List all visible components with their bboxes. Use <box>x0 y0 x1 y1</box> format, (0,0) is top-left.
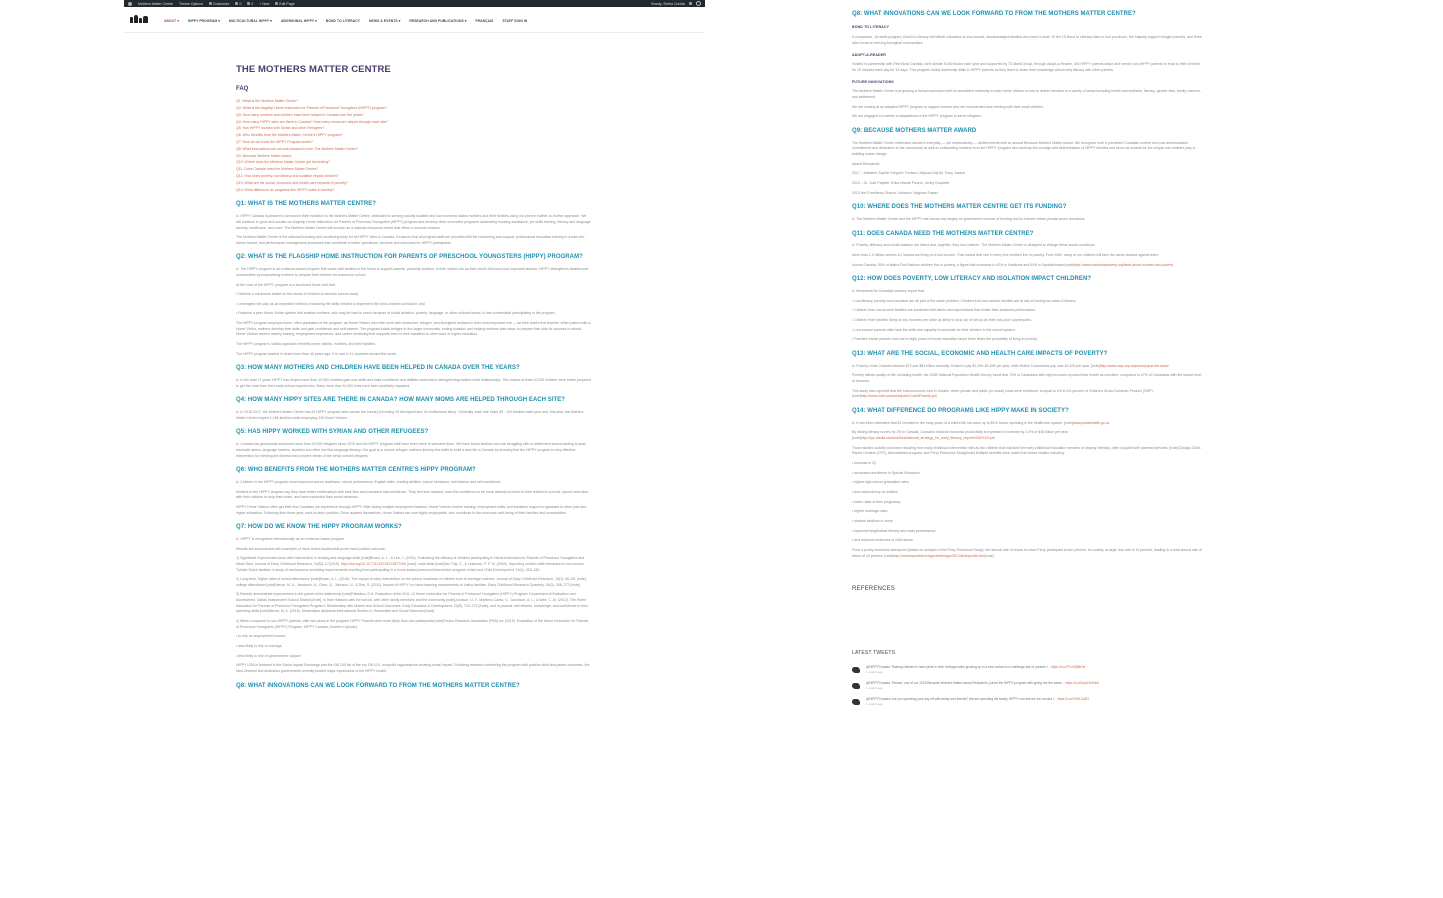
admin-customize[interactable]: Customize <box>209 2 230 6</box>
answer-paragraph: From a purely economic standpoint (based on analysis of the Perry Preschool Study), the annual rate of return for each Perry participant is four percent, for society at large, this rate is 12 percent, leading to a total annual rate of return of 16 percent. [note]http://minneapolisfed.org/pubs/fedgaz/03-03/earlychild.cfm[/note] <box>852 548 1202 558</box>
answer-paragraph: At the core of the HIPPY program is a structured home visit that: <box>236 282 336 287</box>
answer-paragraph: The HIPPY program started in Israel more than 40 years ago. It is now in 11 countries around the world. <box>236 351 397 356</box>
comment-icon <box>247 2 250 5</box>
answer-paragraph: The HIPPY program's holistic approach benefits home visitors, mothers, and their families. <box>236 342 376 347</box>
answer-paragraph: By raising literacy scores by 1% in Canada, Canada's national economic productivity is expected to increase by 2.5% or $48 billion per year. [note]http://xyz.media.ca/docs/files/national_strategy_for_early_literacy_report%282%29.pdf <box>852 430 1069 441</box>
reference-link[interactable]: http://www.cwp-csp.ca/poverty/just-the-facts/ <box>1099 363 1169 368</box>
faq-question-q2: Q2: WHAT IS THE FLAGSHIP HOME INSTRUCTION FOR PARENTS OF PRESCHOOL YOUNGSTERS (HIPPY) PROGRAM? <box>236 254 583 261</box>
admin-edit-page[interactable]: Edit Page <box>275 2 294 6</box>
tweet-date[interactable]: 1 month ago <box>866 685 883 690</box>
bullet-item: • lower rates of teen pregnancy <box>852 499 901 504</box>
site-header <box>124 7 705 33</box>
bullet-item: • higher high school graduation rates <box>852 480 909 485</box>
nav-item-bond-to-literacy[interactable]: BOND TO LITERACY <box>325 19 361 23</box>
answer-paragraph: Those studies solidify outcomes resulting from early childhood intervention with at-risk children that included five early childhood education services of varying intensity, often coupled with parental services: [note]Chicago Child-Parent Centers (CPC), Abecedarian program, and Perry Preschool Study[/note] Multiple benefits were noted from these studies including: <box>852 445 1201 456</box>
nav-item-hippy-program[interactable]: HIPPY PROGRAM ▾ <box>188 19 221 23</box>
continued-text <box>852 0 1204 3</box>
faq-question-q8: Q8: WHAT INNOVATIONS CAN WE LOOK FORWARD TO FROM THE MOTHERS MATTER CENTRE? <box>852 10 1136 17</box>
faq-question-q11: Q11: DOES CANADA NEED THE MOTHERS MATTER CENTRE? <box>852 230 1034 237</box>
bullet-item: • Leverages role-play as an important method of teaching the skills needed to implement the child-centred curriculum; and <box>236 301 425 306</box>
answer-paragraph: HIPPY USA is featured in the Social Impact Exchange and the S&I 100 list of the top 100 U.S. nonprofit organizations creating social impact. Following research confirming the program with positive child and parent outcomes, the New Zealand and Australian governments recently funded major expansions of the HIPPY model. <box>236 663 590 674</box>
answer-paragraph: More than 1.3 million women in Canada are living on a low income. That means that one in every five children live in poverty. From birth, many of our children will face the cards stacked against them. <box>852 253 1160 258</box>
answer-paragraph: Award Recipients: <box>852 161 881 166</box>
toc-link-q1[interactable]: Q1: What is the Mothers Matter Centre? <box>236 99 299 104</box>
nav-item-staff-sign-in[interactable]: STAFF SIGN IN <box>502 19 528 23</box>
toc-link-q9[interactable]: Q9: Because Mothers Matter Award <box>236 153 292 158</box>
answer-paragraph: We are engaged in a series of adaptations of the HIPPY program to serve refugees. <box>852 114 982 119</box>
admin-search-icon[interactable] <box>696 1 701 6</box>
answer-paragraph: A: The Mothers Matter Centre and the HIPPY site across rely largely on government sources of funding and to a lesser extent private sector donations. <box>852 217 1086 222</box>
answer-paragraph: We are looking at an adapted HIPPY program to support women who are incarcerated and residing with their small children. <box>852 104 1044 109</box>
bullet-item: • and reduced evidences of child abuse. <box>852 538 914 543</box>
answer-paragraph: Hosted in partnership with First Book Canada, we'll donate 5,000 books each year and supported by TD Bank Group, through Adopt-a-Reader, 300 HIPPY parents adopt and mentor non-HIPPY parents to read to their children for 15 minutes each day for 15 days. This program builds leadership skills in HIPPY parents as they learn to share their knowledge about early literacy with other parents. <box>852 62 1200 72</box>
answer-paragraph: The Mothers Matter Centre is proposing a formal curriculum with an accredited university to train Home Visitors in how to deliver services in a variety of areas including health and wellness, literacy, gender bias, family violence, and settlement. <box>852 89 1201 100</box>
answer-paragraph: 2) Long-term, higher rates of school attendance [note]Brown, A. L. (2016). The impact of early intervention on the school readiness of children born to teenage mothers. Journal of Early Childhood Research, 15(1), 80–95. [note], college attendance [note]Nievar, M. A., Jacobson, A., Chen, Q., Johnson, U., & Dier, S. (2011). Impact of HIPPY on home learning environments of Latino families. Early Childhood Research Quarterly, 26(3), 268–277.[/note] <box>236 577 587 587</box>
answer-paragraph: The HIPPY program employs moms, often graduates of the program, as Home Visitors who then work with newcomer, refugee, and Aboriginal mothers in their most important role — as their child's first teacher. When paired with a Home Visitor, mothers develop their skills and gain confidence and self-esteem. The program builds bridges to the larger community, ending isolation and helping mothers take steps to prepare their kids for success in school. Home Visitors receive weekly training, employment experience, and career mentoring that supports them in their transition to other work or higher education. <box>236 321 591 337</box>
admin-site-link[interactable]: Mothers Matter Centre <box>138 1 174 6</box>
bullet-item: • less likely to rely on savings; <box>236 644 283 649</box>
answer-paragraph: A: The HIPPY program is an evidence-based program that works with families in the home to support parents, primarily mothers, in their critical role as their child's first and most important teacher. HIPPY strengthens families and communities by empowering mothers to prepare their children for success in school. <box>236 267 589 277</box>
tweet-item <box>852 665 1204 674</box>
answer-paragraph: 1) Significant improvement soon after intervention in reading and language skills [note]Brown, A. L., & Lee, J. (2015). Evaluating the efficacy of children participating in Home Instruction for Parents of Preschool Youngsters and Head Start. Journal of Early Childhood Research, 14(8)1-17(2015). http://doi.org/10.1177/1476718X15577006 [note], math skills [note]Van Tuijl, C., & Leseman, P. P. M. (2004). Improving mother-child interaction in low-income Turkish-Dutch families: A study of mechanisms mediating improvements resulting from participating in a home-based preschool intervention program. Infant and Child Development, 13(4), 323–340. <box>236 556 585 572</box>
bullet-item: • less dependency on welfare <box>852 490 898 495</box>
tweet-link[interactable]: https://t.co/DpdVZmHnk <box>1065 681 1099 686</box>
answer-paragraph: A: HIPPY Canada is pleased to announce their transition to the Mothers Matter Centre, dedicated to serving socially isolated and low economic status mothers and their families using our proven mother-to-mother approach. We will continue to grow and sustain our flagship Home Instruction for Parents of Preschool Youngsters (HIPPY) program and develop other innovative programs addressing housing assistance, job skills training, literacy and language training, healthcare, and more. The Mothers Matter Centre will function as a national resources centre that offers a common mission. <box>236 214 591 230</box>
tweet-date[interactable]: 1 month ago <box>866 701 883 706</box>
award-recipient: 2016 – Dr. Julie Payette, Erika Infante Pizarro, Jenny Ouquette <box>852 181 950 186</box>
faq-question-q13: Q13: WHAT ARE THE SOCIAL, ECONOMIC AND HEALTH CARE IMPACTS OF POVERTY? <box>852 351 1108 358</box>
tweet-list <box>852 665 1204 706</box>
award-recipient: 2017 – Madame Sophie Grégoire Trudeau, Mayssa Haj Ali, Tracy Joseph <box>852 171 966 176</box>
tweet-text: @HIPPYCanada: Raising children to have pride in their heritage while growing up in a new culture is a challenge lots of parents f... <box>866 665 1051 670</box>
faq-question-q1: Q1: WHAT IS THE MOTHERS MATTER CENTRE? <box>236 201 377 208</box>
bullet-item: • Features a peer Home Visitor system that enables mothers, who may be hard to reach because of social isolation, poverty, language, or other cultural issues, to feel comfortable participating in the program. <box>236 311 556 316</box>
answer-paragraph: A: It has been estimated that $1 invested in the early years of a child's life can save up to $9 in future spending in the healthcare system. [note]www.publichealth.gc.ca <box>852 420 1110 425</box>
bullet-item: • Children from families living on low incomes are twice as likely to drop out of school as their non-poor counterparts. <box>852 318 1033 323</box>
answer-paragraph: This study also reported that the total economic cost in Ontario, when private and public (or social) costs were combined, is equal to 5.5 to 6.6 percent of Ontario's Gross Domestic Product (GDP). [note]http://www.oafb.ca/assets/pdfs/CostofPoverty.pdf <box>852 388 1154 399</box>
toc-link-q2[interactable]: Q2: What is the flagship Home Instruction for Parents of Preschool Youngsters (HIPPY) program? <box>236 105 388 110</box>
toc-link-q6[interactable]: Q6: Who benefits from the Mothers Matter Centre's HIPPY program? <box>236 133 343 138</box>
admin-new[interactable]: + New <box>259 1 270 6</box>
bullet-item: • less likely to rely on government support. <box>236 653 302 658</box>
answer-paragraph: The Mothers Matter Centre celebrates women's everyday — yet extraordinary — achievements with an annual Because Mothers Matter Award. We recognize both a prominent Canadian mother who has demonstrated commitment and dedication to her community as well as outstanding mothers from the HIPPY program who embody the courage and determination of HIPPY families and serve as models for the unique role mothers play in building social change. <box>852 140 1196 157</box>
admin-bar <box>124 0 705 7</box>
avatar[interactable] <box>689 2 692 5</box>
faq-toc <box>236 98 592 193</box>
faq-question-q9: Q9: BECAUSE MOTHERS MATTER AWARD <box>852 128 977 135</box>
bullet-item: • marked declines in crime <box>852 519 893 524</box>
latest-tweets-heading: LATEST TWEETS <box>852 650 896 657</box>
admin-howdy[interactable]: Howdy, Sheila Culotta <box>650 1 685 6</box>
toc-link-q13[interactable]: Q13: What are the social, economic and health care impacts of poverty? <box>236 180 348 185</box>
site-logo[interactable] <box>130 15 148 23</box>
award-recipient: 2015 Her Excellency Sharon Johnston, Nagham Fawaz <box>852 190 938 195</box>
bullet-item: • Low literacy, poverty and exclusion are all part of the same problem. Children from low-income families are at risk of having low rates of literacy. <box>852 298 1077 303</box>
bullet-item: • improved longitudinal literacy and math performance <box>852 528 936 533</box>
toc-link-q11[interactable]: Q11: Does Canada need the Mothers Matter Centre? <box>236 167 319 172</box>
answer-paragraph: A: Poverty, illiteracy and social isolation are linked and, together, they hurt children. The Mothers Matter Centre is designed to change these social conditions. <box>852 243 1096 248</box>
answer-paragraph: The Mothers Matter Centre is the national licensing and monitoring body for all HIPPY sites in Canada. It ensures that all program staff are provided with the monitoring and support, professional education training in a train-the-trainer format, and performance management processes that contribute to better operations, services and outcomes for HIPPY participants. <box>236 235 586 245</box>
reference-link[interactable]: www.publichealth.gc.ca <box>1072 420 1110 425</box>
bullet-item: • Families whose parents had one to eight years of formal education faced three times the probability of living in poverty. <box>852 337 1038 342</box>
faq-heading: FAQ <box>236 86 249 93</box>
answer-paragraph: Across Canada, 50% of status First Nations children live in poverty, a figure that increases to 62% in Manitoba and 64% in Saskatchewan [note]http://www.canadianpoverty.org/facts-about-women-and-poverty <box>852 262 1174 267</box>
nav-item-multicultural-hippy[interactable]: MULTICULTURAL HIPPY ▾ <box>229 19 272 23</box>
toc-link-q3[interactable]: Q3: How many mothers and children have been helped in Canada over the years? <box>236 112 364 117</box>
answer-paragraph: A: Movement for Canadian Literacy report that: <box>852 289 925 294</box>
reference-link[interactable]: http://www.canadianpoverty.org/facts-about-women-and-poverty <box>1074 262 1174 267</box>
answer-paragraph: A: Children in the HIPPY program show improved school readiness, school performance, English skills, reading abilities, school behaviour, self-esteem and self-confidence. <box>236 479 502 484</box>
nav-item-francais[interactable]: FRANÇAIS <box>475 19 494 23</box>
answer-paragraph: A: In 2016-2017, the Mothers Matter Centre has 26 HIPPY program sites across the country (including 10 Aboriginal and 16 multicultural sites). Generally, each site helps 35 - 100 families each year and, this year, the Mothers Matter Centre helped 1,156 families while employing 118 Home Visitors. <box>236 410 584 420</box>
brush-icon <box>209 2 212 5</box>
answer-paragraph: A companion, 16-week program, Bond to Literacy will deliver education to low-income, disadvantaged families who need it most. Of the 15 Bond to Literacy sites in four provinces, the majority support refugee parents, and three sites focus on serving Aboriginal communities. <box>852 35 1202 45</box>
faq-question-q3: Q3: HOW MANY MOTHERS AND CHILDREN HAVE BEEN HELPED IN CANADA OVER THE YEARS? <box>236 365 520 372</box>
tweet-text: @HIPPYCanada: Are you spending your day off with family and friends? We are spending the family, HIPPY can see the fun around t... <box>866 697 1057 702</box>
bullet-item: • to rely on employment income; <box>236 634 286 639</box>
faq-question-q8: Q8: WHAT INNOVATIONS CAN WE LOOK FORWARD TO FROM THE MOTHERS MATTER CENTRE? <box>236 682 520 689</box>
nav-item-about[interactable]: ABOUT ▾ <box>164 19 179 23</box>
twitter-bird-icon <box>852 683 860 689</box>
answer-paragraph: 4) When compared to non-HIPPY parents, after two years in the program HIPPY Parents were more likely than non-participants [note]Fresno Research Associates (FRA) Inc (2019). Evaluation of the Home Instruction for Parents of Preschool Youngsters (HIPPY) Program, HIPPY Canada, October 14[/note]: <box>236 619 589 629</box>
faq-question-q14: Q14: WHAT DIFFERENCE DO PROGRAMS LIKE HIPPY MAKE IN SOCIETY? <box>852 408 1069 415</box>
faq-question-q10: Q10: WHERE DOES THE MOTHERS MATTER CENTRE GET ITS FUNDING? <box>852 204 1067 211</box>
toc-link-q12[interactable]: Q12: How does poverty, low literacy and isolation impact children? <box>236 174 339 179</box>
tweet-date[interactable]: 1 month ago <box>866 669 883 674</box>
tweet-link[interactable]: https://t.co/TFUCjBkbHe <box>1051 665 1086 670</box>
bullet-item: • Low-income parents often lack the skills and capacity to advocate for their children in the school system. <box>852 327 1016 332</box>
twitter-bird-icon <box>852 699 860 705</box>
references-heading: REFERENCES <box>852 586 896 593</box>
main-nav <box>164 19 527 23</box>
nav-item-research[interactable]: RESEARCH AND PUBLICATIONS ▾ <box>409 19 467 23</box>
subheading-future-innovations: FUTURE INNOVATIONS <box>852 79 894 84</box>
admin-theme-options[interactable]: Theme Options <box>179 1 203 6</box>
toc-link-q7[interactable]: Q7: How do we know the HIPPY Program works? <box>236 139 313 144</box>
faq-question-q4: Q4: HOW MANY HIPPY SITES ARE THERE IN CANADA? HOW MANY MOMS ARE HELPED THROUGH EACH SITE? <box>236 397 566 404</box>
bullet-item: • higher marriage rates <box>852 509 888 514</box>
bullet-item: • decreased enrolment in Special Education <box>852 470 920 475</box>
subheading-adopt-a-reader: ADOPT-A-READER <box>852 52 886 57</box>
answer-paragraph: 3) Parents demonstrate improvement in the parent-child relationship [note]Palladino, D.K. Evaluation of the 2011-12 Home Instruction for Parents of Preschool Youngsters (HIPPY) Program. Department of Evaluation and Assessment. Dallas Independent School District.[/note], in their relations with the school, with other family members and the community [note]Johnson, U. Y., Martinez-Cantu, V., Jacobson, A. L., & Weir, C.-M. (2012). The Home Instruction for Parents of Preschool Youngsters Program's Relationship with Mother and School Outcomes. Early Education & Development, 23(5), 713–727.[/note], and in parents' self-esteem, knowledge, and confidence in their parenting skills [note]Nievar, M. A. (2015). Dissertation Abstracts International Section A: Humanities and Social Sciences.[/note]. <box>236 592 588 614</box>
admin-updates[interactable]: 0 <box>235 2 241 6</box>
answer-paragraph: A: Poverty costs Canada between $72 and $84 billion annually. Ontario's pay $2,299–$2,895 per year, while British Columbians pay over $2,100 per year. [note]http://www.cwp-csp.ca/poverty/just-the-facts/ <box>852 363 1169 368</box>
faq-question-q12: Q12: HOW DOES POVERTY, LOW LITERACY AND ISOLATION IMPACT CHILDREN? <box>852 276 1092 283</box>
faq-question-q7: Q7: HOW DO WE KNOW THE HIPPY PROGRAM WORKS? <box>236 524 402 531</box>
tweet-text: @HIPPYCanada: Fitnaan, one of our 2018 Because Mothers Matter Award Recipients, joined the HIPPY program with giving her the same... <box>866 681 1065 686</box>
answer-paragraph: A: HIPPY is recognized internationally as an evidence-based program. <box>236 536 346 541</box>
toc-link-q10[interactable]: Q10: Where does the Mothers Matter Centre get its funding? <box>236 160 330 165</box>
page-title: THE MOTHERS MATTER CENTRE <box>236 64 391 75</box>
admin-comments[interactable]: 0 <box>247 2 253 6</box>
pencil-icon <box>275 2 278 5</box>
toc-link-q14[interactable]: Q14: What difference do programs like HIPPY make in society? <box>236 187 335 192</box>
tweet-link[interactable]: https://t.co/FbHLZqZN <box>1057 697 1089 702</box>
toc-link-q8[interactable]: Q8: What innovations can we look forward to from The Mothers Matter Centre? <box>236 146 359 151</box>
bullet-item: • Children from low-income families are burdened with labels and expectations that hinder their academic performance. <box>852 308 1037 313</box>
wordpress-icon[interactable] <box>128 2 132 6</box>
answer-paragraph: Poverty affects quality of life, including health: the 2008 National Population Health Survey found that 73% of Canadians with high incomes reported their health as excellent, compared to 47% of Canadians with the lowest level of incomes. <box>852 373 1202 384</box>
main-content <box>236 62 592 695</box>
toc-link-q5[interactable]: Q5: Has HIPPY worked with Syrian and other Refugees? <box>236 126 325 131</box>
bullet-item: • increase in IQ <box>852 461 876 466</box>
continued-content <box>852 0 1204 713</box>
subheading-bond-to-literacy: BOND TO LITERACY <box>852 25 890 30</box>
nav-item-aboriginal-hippy[interactable]: ABORIGINAL HIPPY ▾ <box>280 19 317 23</box>
answer-paragraph: Mothers in the HIPPY program say they have better relationships with their kids and increased self-confidence. They feel less isolated, have the confidence to be more actively involved in their children's schools, spend more time with their children to help them learn, and have expanded their social networks. <box>236 489 589 500</box>
bullet-item: • Delivers a curriculum based on the needs of children to become school-ready; <box>236 292 360 297</box>
answer-paragraph: A: In the past 17 years HIPPY has helped more than 10,000 mothers gain new skills and build confidence and abilities essential to strengthening mother-child relationships. This means at least 10,000 children were better prepared to get the most from their early school experiences. Many more than 10,000 lives have been positively impacted. <box>236 378 591 388</box>
twitter-bird-icon <box>852 667 860 673</box>
answer-paragraph: HIPPY Home Visitors often get their first Canadian job experience through HIPPY. After facing multiple employment barriers, Home Visitors receive training, employment skills, and transition support to graduate to other jobs and higher education. Following their three-year, work-to-learn position, Once isolated themselves, Home Visitors are now highly employable, who contribute to the economic well-being of their families and communities. <box>236 504 587 515</box>
answer-paragraph: A: Canada has generously welcomed more than 40,000 refugees since 2015 and the HIPPY program staff have been there to welcome them. We have found families who are struggling with re-settlement issues leading to post-traumatic stress, language barriers, isolation and often low first-language literacy. Our goal is to ensure refugee mothers develop the skills to build a new life in Canada by showing that the HIPPY program is very effective intervention for meeting the diverse and complex needs of the newly arrived refugees. <box>236 442 587 458</box>
faq-question-q6: Q6: WHO BENEFITS FROM THE MOTHERS MATTER CENTRE'S HIPPY PROGRAM? <box>236 467 476 474</box>
toc-link-q4[interactable]: Q4: How many HIPPY sites are there in Canada? How many moms are helped through each site? <box>236 119 388 124</box>
reference-link[interactable]: http://minneapolisfed.org/pubs/fedgaz/03-03/earlychild.cfm <box>893 553 984 558</box>
nav-item-news-events[interactable]: NEWS & EVENTS ▾ <box>369 19 401 23</box>
reference-link[interactable]: http://xyz.media.ca/docs/files/national_strategy_for_early_literacy_report%282%29.pdf <box>860 436 995 441</box>
reference-link[interactable]: http://doi.org/10.1177/1476718X15577006 <box>340 561 407 566</box>
tweet-item <box>852 681 1204 690</box>
answer-paragraph: Results are summarized with examples of more recent studies that prove each positive outcome: <box>236 546 386 551</box>
reference-link[interactable]: http://www.oafb.ca/assets/pdfs/CostofPoverty.pdf <box>860 394 937 399</box>
tweet-item <box>852 697 1204 706</box>
faq-question-q5: Q5: HAS HIPPY WORKED WITH SYRIAN AND OTHER REFUGEES? <box>236 429 429 436</box>
